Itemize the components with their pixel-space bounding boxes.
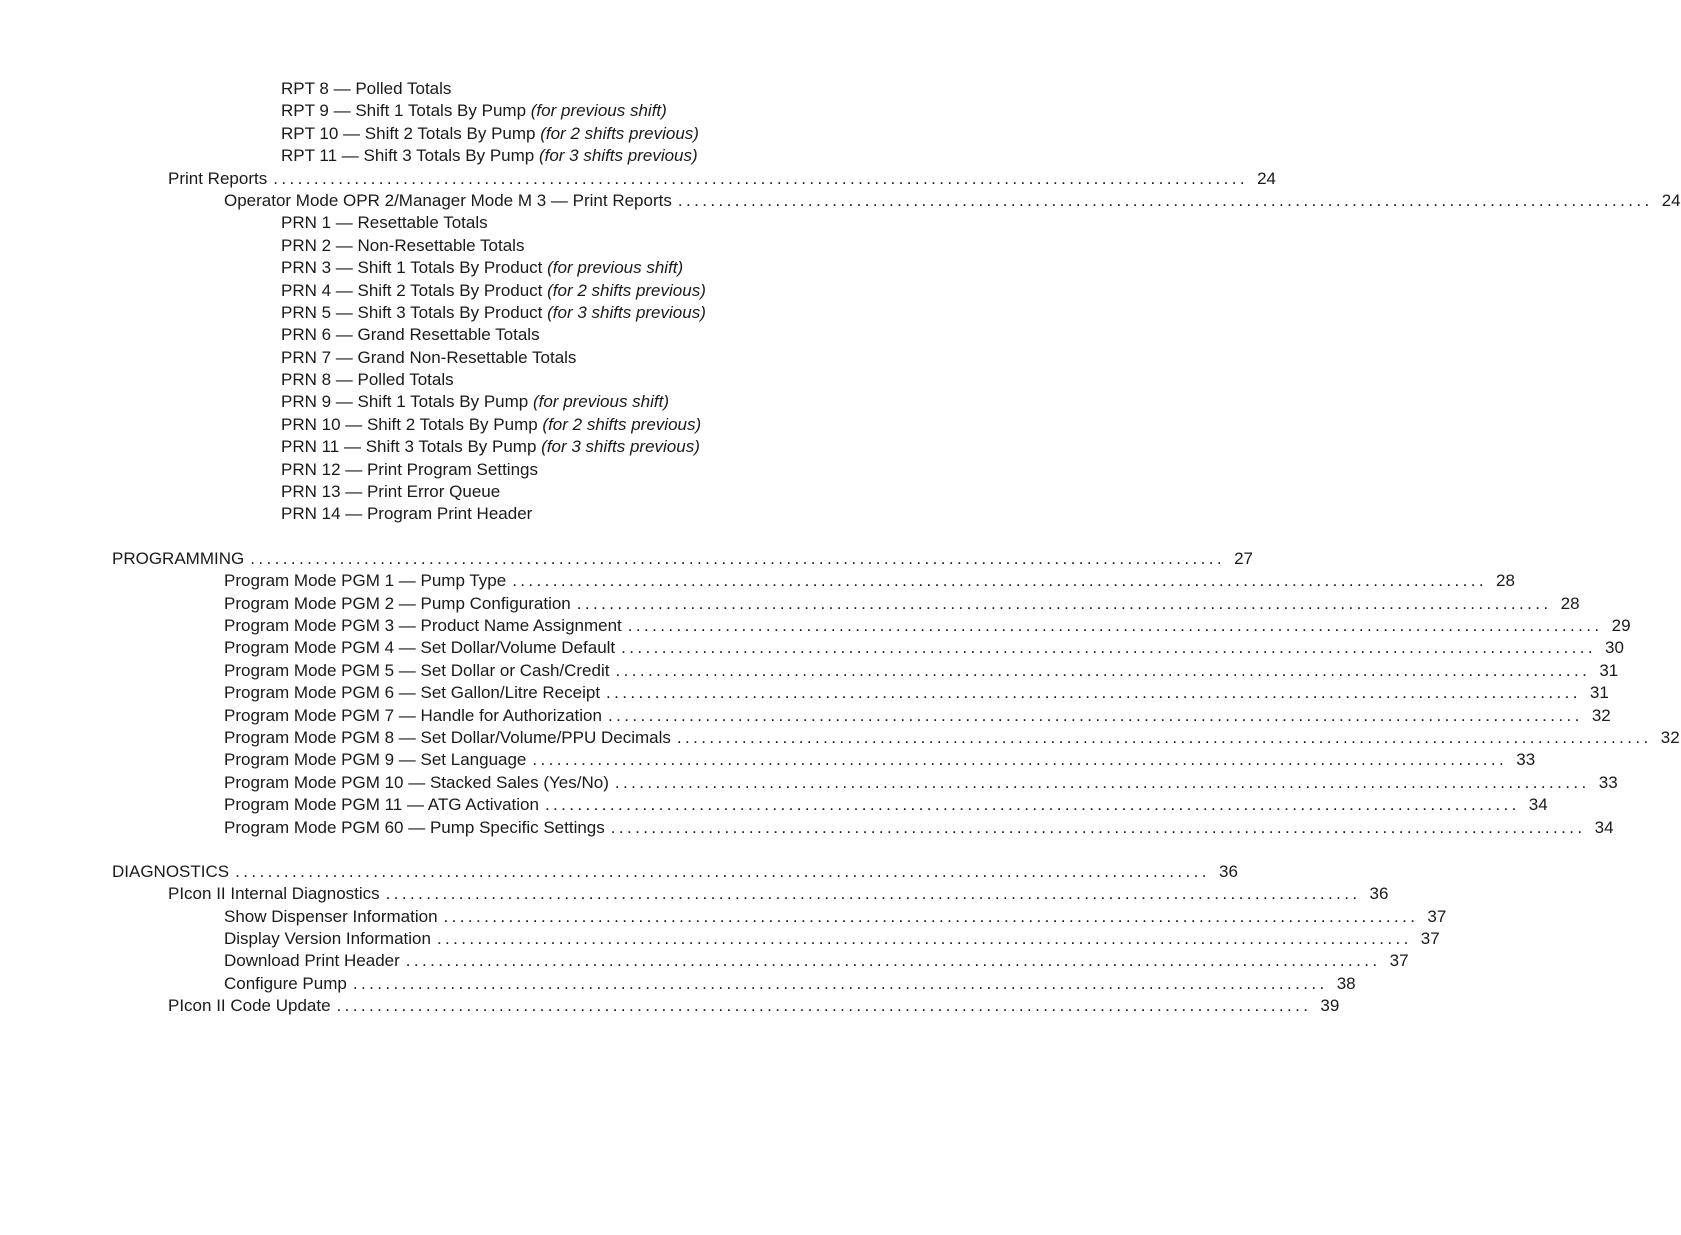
toc-entry-note: (for 3 shifts previous) [547, 302, 706, 322]
toc-entry[interactable] [0, 190, 1681, 212]
toc-entry-title [281, 123, 699, 145]
toc-entry-label: PRN 14 — Program Print Header [281, 504, 533, 524]
toc-entry-title [224, 973, 347, 995]
toc-entry-title [224, 593, 571, 615]
toc-entry-title [281, 436, 700, 458]
dot-leader: ........................................................................................................................ [677, 190, 1653, 210]
toc-entry[interactable] [0, 749, 1536, 771]
toc-entry[interactable] [0, 570, 1515, 592]
toc-entry-label: PRN 11 — Shift 3 Totals By Pump [281, 437, 542, 457]
toc-page-number: 29 [1611, 615, 1631, 635]
toc-entry[interactable] [0, 593, 1580, 615]
toc-entry-label: PRN 4 — Shift 2 Totals By Product [281, 280, 548, 300]
toc-entry-title [281, 212, 488, 234]
toc-entry-title [281, 481, 500, 503]
toc-entry-title [168, 168, 267, 190]
toc-entry-title [281, 280, 706, 302]
toc-page-number: 28 [1496, 571, 1515, 591]
toc-entry-label: Display Version Information [224, 929, 431, 949]
dot-leader: ........................................................................................................................ [235, 861, 1210, 881]
toc-entry-title [224, 928, 431, 950]
toc-entry-title [281, 414, 701, 436]
toc-entry-label: Program Mode PGM 6 — Set Gallon/Litre Receipt [224, 683, 601, 703]
toc-entry-label: Program Mode PGM 11 — ATG Activation [224, 795, 539, 815]
toc-entry-title [224, 705, 602, 727]
toc-page-number: 34 [1594, 817, 1614, 837]
toc-entry[interactable] [0, 324, 842, 346]
toc-entry-title [112, 861, 229, 883]
dot-leader: ........................................................................................................................ [273, 168, 1248, 188]
toc-entry-label: PRN 3 — Shift 1 Totals By Product [281, 258, 548, 278]
dot-leader: ........................................................................................................................ [405, 951, 1381, 971]
toc-page-number: 36 [1218, 861, 1238, 881]
toc-entry-title [224, 682, 600, 704]
toc-entry-note: (for 2 shifts previous) [542, 414, 702, 434]
toc-page-number: 27 [1234, 548, 1254, 568]
toc-entry[interactable] [0, 503, 842, 525]
toc-page-number: 31 [1589, 683, 1609, 703]
toc-entry-title [281, 302, 706, 324]
toc-entry-label: RPT 8 — Polled Totals [281, 79, 452, 98]
toc-entry[interactable] [0, 906, 1447, 928]
toc-entry-label: PROGRAMMING [112, 548, 245, 568]
toc-entry-title [281, 503, 532, 525]
toc-entry-title [224, 727, 671, 749]
toc-page-number: 24 [1661, 190, 1681, 210]
toc-entry-title [224, 749, 526, 771]
toc-page-number: 36 [1369, 884, 1389, 904]
toc-entry-label: PRN 7 — Grand Non-Resettable Totals [281, 347, 577, 367]
toc-entry-label: PRN 2 — Non-Resettable Totals [281, 235, 525, 255]
toc-entry-label: PRN 5 — Shift 3 Totals By Product [281, 302, 548, 322]
table-of-contents [0, 78, 1681, 1018]
toc-entry[interactable] [0, 123, 842, 145]
toc-entry-title [168, 995, 331, 1017]
dot-leader: ........................................................................................................................ [532, 750, 1508, 770]
toc-entry-title [224, 906, 438, 928]
toc-entry-note: (for previous shift) [547, 258, 684, 278]
toc-entry-note: (for 3 shifts previous) [538, 146, 698, 166]
toc-entry[interactable] [0, 235, 842, 257]
toc-entry-title [224, 637, 615, 659]
toc-entry-label: Print Reports [168, 168, 268, 188]
toc-entry-title [224, 190, 672, 212]
toc-entry[interactable] [0, 280, 842, 302]
toc-entry-note: (for previous shift) [532, 392, 670, 412]
toc-page-number: 38 [1336, 973, 1356, 993]
toc-entry-title [281, 369, 454, 391]
toc-entry-label: Program Mode PGM 3 — Product Name Assignment [224, 615, 622, 635]
toc-entry-note: (for previous shift) [530, 101, 667, 121]
toc-entry-title [168, 883, 380, 905]
toc-page-number: 33 [1516, 750, 1536, 770]
toc-entry-title [281, 324, 540, 346]
toc-entry[interactable] [0, 369, 842, 391]
toc-entry[interactable] [0, 682, 1609, 704]
toc-entry-title [281, 391, 669, 413]
toc-entry-note: (for 2 shifts previous) [547, 280, 706, 300]
toc-entry-label: Show Dispenser Information [224, 906, 438, 926]
dot-leader: ........................................................................................................................ [436, 929, 1412, 949]
dot-leader: ........................................................................................................................ [615, 660, 1591, 680]
toc-entry[interactable] [0, 414, 842, 436]
toc-entry-label: Program Mode PGM 8 — Set Dollar/Volume/PPU Decimals [224, 727, 671, 747]
toc-entry-title [281, 100, 667, 122]
toc-entry[interactable] [0, 145, 842, 167]
toc-entry-label: Program Mode PGM 4 — Set Dollar/Volume Default [224, 638, 616, 658]
toc-entry[interactable] [0, 347, 842, 369]
toc-entry-note: (for 2 shifts previous) [540, 123, 699, 143]
toc-entry[interactable] [0, 548, 1254, 570]
toc-entry[interactable] [0, 637, 1624, 659]
toc-entry[interactable] [0, 973, 1356, 995]
toc-entry-label: Operator Mode OPR 2/Manager Mode M 3 — Print Reports [224, 190, 672, 210]
toc-page-number: 32 [1591, 705, 1611, 725]
toc-entry-label: RPT 9 — Shift 1 Totals By Pump [281, 101, 531, 121]
toc-entry-title [281, 235, 524, 257]
toc-entry-label: Program Mode PGM 2 — Pump Configuration [224, 593, 571, 613]
toc-entry[interactable] [0, 794, 1548, 816]
toc-entry-title [281, 459, 538, 481]
dot-leader: ........................................................................................................................ [614, 772, 1590, 792]
section-spacer [0, 526, 954, 548]
toc-entry-label: PRN 9 — Shift 1 Totals By Pump [281, 392, 533, 412]
toc-entry-label: Program Mode PGM 7 — Handle for Authorization [224, 705, 602, 725]
toc-page-number: 24 [1257, 168, 1276, 188]
dot-leader: ........................................................................................................................ [512, 571, 1487, 591]
toc-entry[interactable] [0, 861, 1238, 883]
dot-leader: ........................................................................................................................ [676, 727, 1652, 747]
toc-page-number: 33 [1598, 772, 1618, 792]
toc-entry-title [224, 772, 609, 794]
toc-entry-title [224, 660, 609, 682]
toc-entry[interactable] [0, 883, 1389, 905]
toc-page-number: 30 [1605, 638, 1624, 658]
toc-entry-label: PRN 1 — Resettable Totals [281, 213, 488, 233]
toc-page-number: 37 [1389, 951, 1409, 971]
toc-entry-title [224, 817, 605, 839]
toc-entry-label: Download Print Header [224, 951, 400, 971]
dot-leader: ........................................................................................................................ [606, 683, 1581, 703]
toc-entry-title [281, 78, 451, 100]
toc-entry-label: PRN 12 — Print Program Settings [281, 459, 538, 479]
toc-entry-label: RPT 10 — Shift 2 Totals By Pump [281, 123, 541, 143]
toc-entry[interactable] [0, 302, 842, 324]
toc-entry-label: Program Mode PGM 5 — Set Dollar or Cash/Credit [224, 660, 610, 680]
toc-page-number: 34 [1528, 795, 1548, 815]
toc-entry[interactable] [0, 660, 1619, 682]
toc-entry[interactable] [0, 928, 1440, 950]
toc-entry-title [281, 347, 576, 369]
toc-entry[interactable] [0, 257, 842, 279]
section-spacer [0, 839, 954, 861]
toc-page-number: 32 [1660, 727, 1680, 747]
toc-entry-label: Program Mode PGM 9 — Set Language [224, 750, 527, 770]
dot-leader: ........................................................................................................................ [336, 996, 1312, 1016]
toc-page-number: 37 [1427, 906, 1447, 926]
toc-page-number: 39 [1320, 996, 1340, 1016]
toc-entry-title [224, 615, 622, 637]
toc-entry[interactable] [0, 817, 1614, 839]
toc-entry-label: PRN 6 — Grand Resettable Totals [281, 325, 540, 345]
toc-entry[interactable] [0, 950, 1409, 972]
dot-leader: ........................................................................................................................ [443, 906, 1419, 926]
toc-page-number: 31 [1599, 660, 1619, 680]
toc-entry-label: PRN 10 — Shift 2 Totals By Pump [281, 414, 543, 434]
toc-entry-title [112, 548, 244, 570]
toc-entry[interactable] [0, 436, 842, 458]
toc-entry[interactable] [0, 78, 842, 100]
toc-entry-title [224, 794, 539, 816]
toc-entry[interactable] [0, 168, 1276, 190]
toc-entry-label: Program Mode PGM 60 — Pump Specific Settings [224, 817, 605, 837]
toc-entry[interactable] [0, 772, 1618, 794]
toc-entry[interactable] [0, 727, 1680, 749]
dot-leader: ........................................................................................................................ [385, 884, 1361, 904]
dot-leader: ........................................................................................................................ [621, 638, 1596, 658]
dot-leader: ........................................................................................................................ [576, 593, 1552, 613]
dot-leader: ........................................................................................................................ [544, 795, 1520, 815]
toc-entry[interactable] [0, 212, 842, 234]
toc-entry-title [224, 570, 506, 592]
toc-entry[interactable] [0, 481, 842, 503]
dot-leader: ........................................................................................................................ [627, 615, 1603, 635]
toc-entry-label: Configure Pump [224, 973, 347, 993]
toc-entry-note: (for 3 shifts previous) [541, 437, 700, 457]
toc-entry-label: PRN 8 — Polled Totals [281, 370, 454, 390]
toc-entry-label: DIAGNOSTICS [112, 861, 230, 881]
toc-entry-label: Program Mode PGM 1 — Pump Type [224, 571, 507, 591]
toc-entry-title [224, 950, 400, 972]
toc-entry[interactable] [0, 459, 842, 481]
toc-entry-label: PIcon II Code Update [168, 996, 331, 1016]
dot-leader: ........................................................................................................................ [607, 705, 1583, 725]
toc-entry[interactable] [0, 391, 842, 413]
toc-entry[interactable] [0, 100, 842, 122]
toc-page-number: 28 [1560, 593, 1580, 613]
toc-entry-label: RPT 11 — Shift 3 Totals By Pump [281, 146, 539, 166]
toc-entry[interactable] [0, 995, 1340, 1017]
dot-leader: ........................................................................................................................ [610, 817, 1586, 837]
toc-entry[interactable] [0, 705, 1611, 727]
dot-leader: ........................................................................................................................ [250, 548, 1226, 568]
toc-entry-title [281, 145, 698, 167]
toc-entry-label: PRN 13 — Print Error Queue [281, 482, 501, 502]
toc-page-number: 37 [1420, 929, 1440, 949]
toc-entry-title [281, 257, 683, 279]
toc-entry-label: PIcon II Internal Diagnostics [168, 884, 380, 904]
toc-entry-label: Program Mode PGM 10 — Stacked Sales (Yes/No) [224, 772, 609, 792]
dot-leader: ........................................................................................................................ [352, 973, 1328, 993]
toc-entry[interactable] [0, 615, 1631, 637]
